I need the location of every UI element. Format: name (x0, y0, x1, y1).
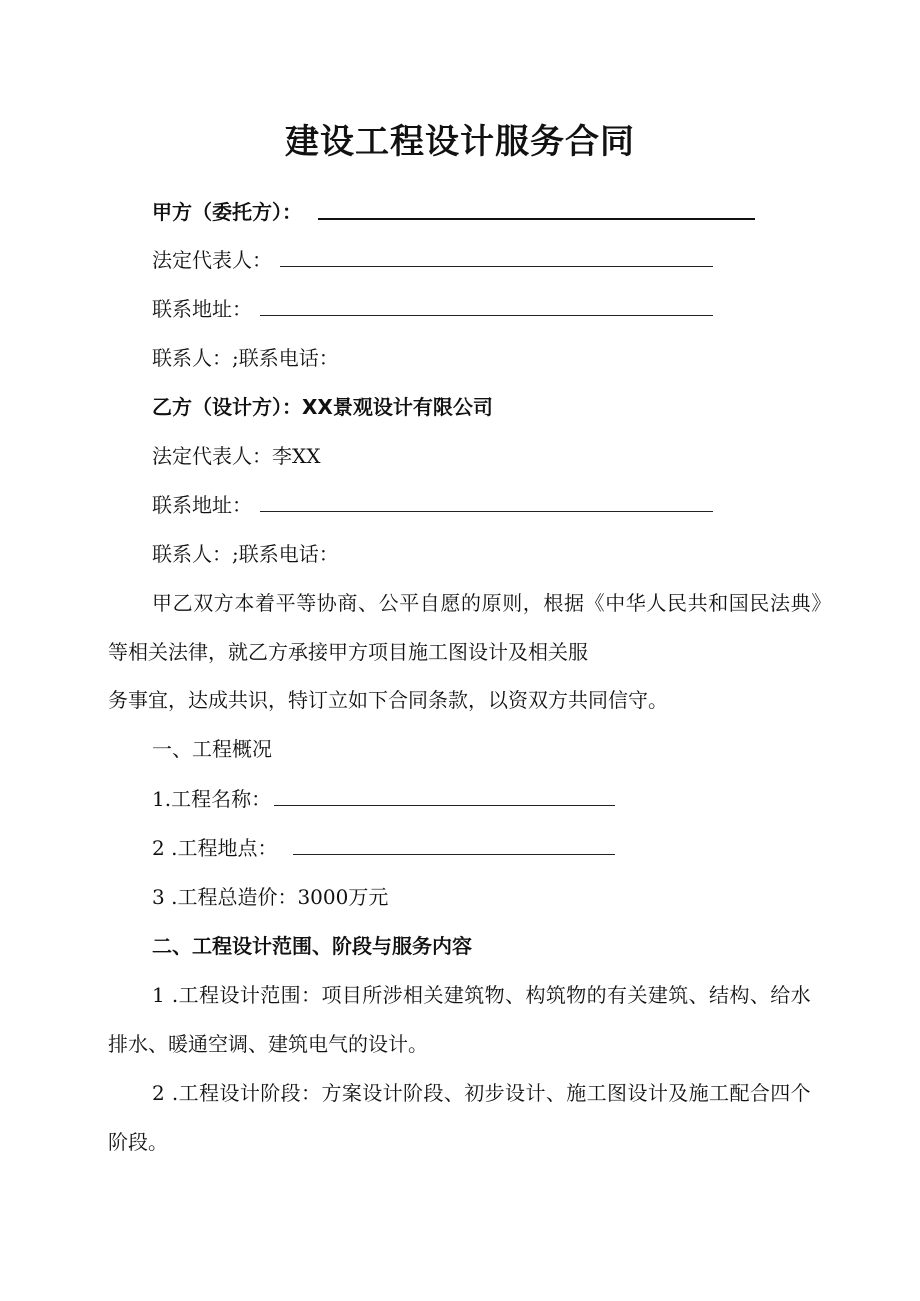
party-b-address-label: 联系地址： (152, 493, 252, 517)
party-b-label: 乙方（设计方）： (152, 395, 302, 419)
project-name-blank[interactable] (274, 781, 615, 806)
contract-title: 建设工程设计服务合同 (285, 122, 635, 162)
party-b-legal-rep: 法定代表人：李XX (152, 444, 321, 468)
party-a-legal-rep-label: 法定代表人： (152, 248, 272, 272)
preamble-line-2: 等相关法律，就乙方承接甲方项目施工图设计及相关服 (108, 640, 588, 664)
section-2-heading: 二、工程设计范围、阶段与服务内容 (152, 934, 472, 958)
preamble-line-1: 甲乙双方本着平等协商、公平自愿的原则，根据《中华人民共和国民法典》 (152, 591, 832, 615)
party-b-address-blank[interactable] (260, 487, 713, 512)
project-location-blank[interactable] (293, 830, 615, 855)
section-1-heading: 一、工程概况 (152, 737, 272, 761)
preamble-line-3: 务事宜，达成共识，特订立如下合同条款，以资双方共同信守。 (108, 688, 668, 712)
project-location-label: 2 .工程地点： (152, 836, 278, 860)
project-name-label: 1.工程名称： (152, 787, 272, 811)
design-stage-line-1: 2 .工程设计阶段：方案设计阶段、初步设计、施工图设计及施工配合四个 (152, 1081, 812, 1105)
party-a-label: 甲方（委托方）： (152, 200, 302, 224)
party-b-name: XX景观设计有限公司 (302, 395, 493, 419)
party-a-blank[interactable] (318, 194, 755, 220)
design-stage-line-2: 阶段。 (108, 1130, 168, 1154)
design-scope-line-2: 排水、暖通空调、建筑电气的设计。 (108, 1032, 428, 1056)
party-b-heading (152, 393, 493, 421)
project-total-cost: 3 .工程总造价：3000万元 (152, 885, 389, 909)
party-b-contact: 联系人：;联系电话： (152, 542, 339, 566)
party-a-address-label: 联系地址： (152, 297, 252, 321)
party-a-contact: 联系人：;联系电话： (152, 346, 339, 370)
party-a-legal-rep-blank[interactable] (280, 242, 713, 267)
design-scope-line-1: 1 .工程设计范围：项目所涉相关建筑物、构筑物的有关建筑、结构、给水 (152, 983, 812, 1007)
party-a-address-blank[interactable] (260, 291, 713, 316)
